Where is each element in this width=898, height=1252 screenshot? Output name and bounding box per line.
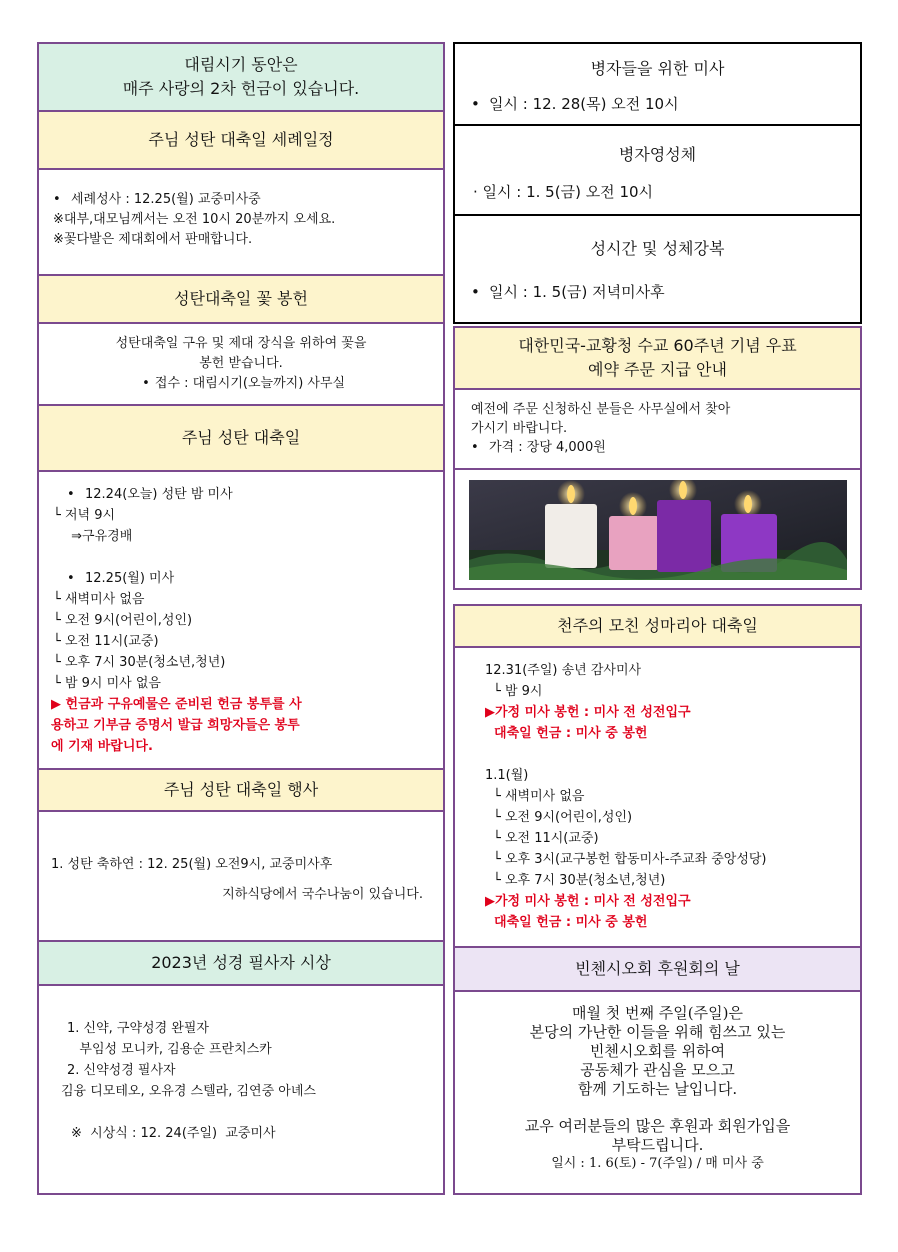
christmas-body (39, 472, 443, 770)
christmas-day-line: └ 밤 9시 미사 없음 (53, 676, 161, 691)
baptism-note1: ※대부,대모님께서는 오전 10시 20분까지 오세요. (53, 212, 336, 227)
sick-mass-item: • 일시 : 12. 28(목) 오전 10시 (471, 93, 860, 114)
baptism-note2: ※꽃다발은 제대회에서 판매합니다. (53, 232, 253, 247)
mary-dec31: 12.31(주일) 송년 감사미사 (485, 663, 642, 678)
flowers-title: 성탄대축일 꽃 봉헌 (39, 276, 443, 324)
mary-dec31-line: └ 밤 9시 (493, 684, 543, 699)
stamp-body (455, 390, 860, 470)
holy-hour-title: 성시간 및 성체강복 (590, 239, 725, 258)
stamp-box (453, 326, 862, 590)
vincent-line: 매월 첫 번째 주일(주일)은 (572, 1004, 743, 1022)
vincent-line: 본당의 가난한 이들을 위해 힘쓰고 있는 (529, 1023, 786, 1041)
advent-candles-image (469, 480, 847, 580)
bible-title: 2023년 성경 필사자 시상 (39, 942, 443, 986)
mary-jan1-line: └ 오후 3시(교구봉헌 합동미사-주교좌 중앙성당) (493, 852, 767, 867)
stamp-title (455, 328, 860, 390)
events-body (39, 812, 443, 942)
stamp-title2: 예약 주문 지급 안내 (588, 360, 727, 379)
flame (567, 485, 575, 503)
stamp-item: • 가격 : 장당 4,000원 (471, 438, 860, 457)
bible-line: 1. 신약, 구약성경 완필자 (67, 1021, 209, 1036)
advent-notice-line2: 매주 사랑의 2차 헌금이 있습니다. (122, 79, 360, 98)
bible-body (39, 986, 443, 1195)
mary-jan1-red: ▶가정 미사 봉헌 : 미사 전 성전입구 (485, 894, 691, 909)
mary-jan1-red: 대축일 헌금 : 미사 중 봉헌 (485, 915, 648, 930)
christmas-day-line: └ 오전 11시(교중) (53, 634, 159, 649)
mary-jan1-line: └ 오전 11시(교중) (493, 831, 599, 846)
mary-jan1-line: └ 새벽미사 없음 (493, 789, 585, 804)
sick-mass-box (453, 42, 862, 126)
christmas-red-notice (51, 694, 443, 757)
sick-communion-item: · 일시 : 1. 5(금) 오전 10시 (473, 183, 654, 201)
bible-line: 부임성 모니카, 김용순 프란치스카 (67, 1042, 272, 1057)
vincent-line: 빈첸시오회를 위하여 (589, 1042, 726, 1060)
events-line1: 1. 성탄 축하연 : 12. 25(월) 오전9시, 교중미사후 (51, 857, 333, 872)
christmas-day-item: • 12.25(월) 미사 (53, 568, 443, 589)
advent-notice-line1: 대림시기 동안은 (184, 55, 298, 74)
vincent-line: 공동체가 관심을 모으고 (580, 1061, 735, 1079)
vincent-line: 교우 여러분들의 많은 후원과 회원가입을 (524, 1117, 791, 1135)
vincent-body (455, 1004, 860, 1173)
flowers-line2: 봉헌 받습니다. (199, 356, 283, 371)
christmas-eve-line: ⇒구유경배 (67, 529, 133, 544)
events-title: 주님 성탄 대축일 행사 (39, 770, 443, 812)
bible-line: 2. 신약성경 필사자 (67, 1063, 176, 1078)
purple-candle (657, 500, 711, 572)
vincent-line: 부탁드립니다. (611, 1136, 704, 1154)
events-line2: 지하식당에서 국수나눔이 있습니다. (222, 887, 423, 902)
holy-hour-item: • 일시 : 1. 5(금) 저녁미사후 (471, 281, 860, 302)
christmas-day-line: └ 오전 9시(어린이,성인) (53, 613, 193, 628)
christmas-day-line: └ 오후 7시 30분(청소년,청년) (53, 655, 226, 670)
stamp-title1: 대한민국-교황청 수교 60주년 기념 우표 (518, 336, 797, 355)
vincent-title: 빈첸시오회 후원회의 날 (455, 948, 860, 992)
advent-notice (39, 44, 443, 112)
flame (744, 495, 752, 513)
christmas-red-line: 에 기재 바랍니다. (51, 739, 153, 754)
mary-body (455, 648, 860, 933)
flowers-body (39, 324, 443, 406)
flame (679, 481, 687, 499)
mary-title: 천주의 모친 성마리아 대축일 (455, 606, 860, 648)
stamp-line1: 예전에 주문 신청하신 분들은 사무실에서 찾아 (471, 402, 731, 417)
vincent-date: 일시 : 1. 6(토) - 7(주일) / 매 미사 중 (551, 1156, 764, 1171)
christmas-eve-line: └ 저녁 9시 (53, 508, 116, 523)
sick-communion-title: 병자영성체 (618, 145, 697, 164)
christmas-red-line: ▶ 헌금과 구유예물은 준비된 헌금 봉투를 사 (51, 697, 302, 712)
christmas-day-line: └ 새벽미사 없음 (53, 592, 145, 607)
sick-communion-box (453, 124, 862, 216)
mary-jan1-line: └ 오후 7시 30분(청소년,청년) (493, 873, 666, 888)
mary-jan1: 1.1(월) (485, 768, 529, 783)
christmas-red-line: 용하고 기부금 증명서 발급 희망자들은 봉투 (51, 718, 300, 733)
vincent-box (453, 946, 862, 1195)
baptism-item: • 세례성사 : 12.25(월) 교중미사중 (53, 190, 443, 210)
flowers-item: • 접수 : 대림시기(오늘까지) 사무실 (39, 374, 443, 394)
white-candle (545, 504, 597, 568)
flame (629, 497, 637, 515)
holy-hour-box (453, 214, 862, 324)
mary-jan1-line: └ 오전 9시(어린이,성인) (493, 810, 633, 825)
pink-candle (609, 516, 659, 570)
left-column (37, 42, 445, 1195)
flowers-line1: 성탄대축일 구유 및 제대 장식을 위하여 꽃을 (115, 336, 367, 351)
mary-dec31-red: 대축일 헌금 : 미사 중 봉헌 (485, 726, 648, 741)
vincent-line: 함께 기도하는 날입니다. (577, 1080, 738, 1098)
sick-mass-title: 병자들을 위한 미사 (590, 59, 725, 78)
baptism-body (39, 170, 443, 276)
bible-ceremony: ※ 시상식 : 12. 24(주일) 교중미사 (71, 1126, 276, 1141)
bible-line: 김융 디모테오, 오유경 스텔라, 김연중 아녜스 (61, 1084, 316, 1099)
stamp-line2: 가시기 바랍니다. (471, 421, 568, 436)
mary-box (453, 604, 862, 946)
christmas-eve-item: • 12.24(오늘) 성탄 밤 미사 (53, 484, 443, 505)
christmas-title: 주님 성탄 대축일 (39, 406, 443, 472)
baptism-title: 주님 성탄 대축일 세례일정 (39, 112, 443, 170)
mary-dec31-red: ▶가정 미사 봉헌 : 미사 전 성전입구 (485, 705, 691, 720)
